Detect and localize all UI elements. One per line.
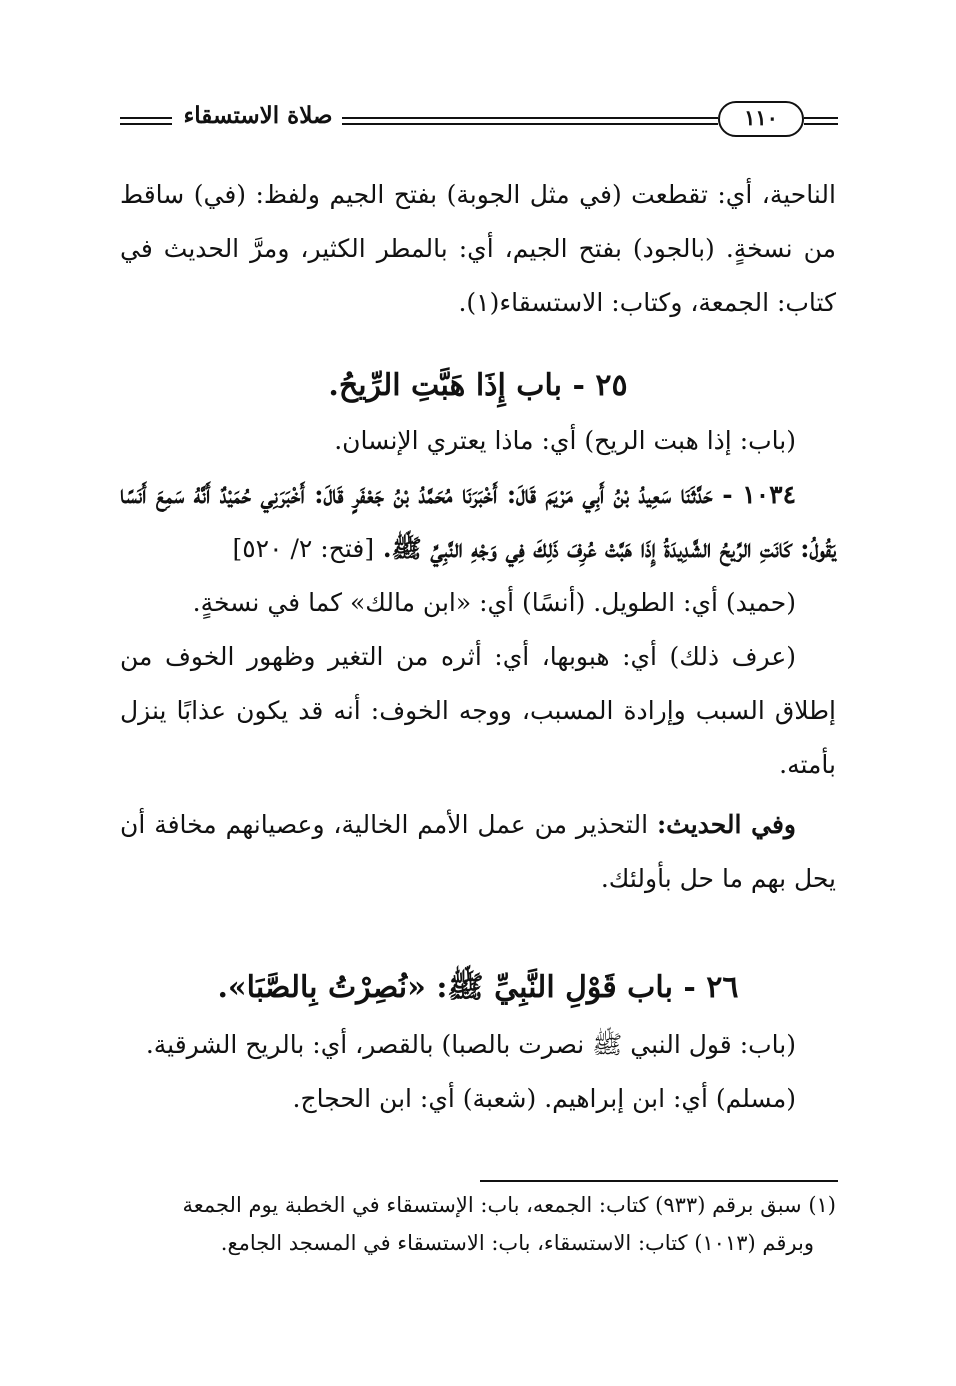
section-25-body <box>120 414 836 906</box>
footnote-rule <box>480 1180 838 1182</box>
chapter-heading-26: ٢٦ - باب قَوْلِ النَّبِيِّ ﷺ: «نُصِرْتُ بِالصَّبَا». <box>217 970 739 1005</box>
lesson-paragraph <box>120 798 836 906</box>
hadith-text <box>120 468 836 576</box>
header-rule <box>342 117 718 119</box>
commentary-paragraph: (عرف ذلك) أي: هبوبها، أي: أثره من التغير وظهور الخوف من إطلاق السبب وإرادة المسبب، ووجه الخوف: أنه قد يكون عذابًا ينزل بأمته. <box>120 642 836 779</box>
chapter-intro: (باب: إذا هبت الريح) أي: ماذا يعتري الإنسان. <box>334 426 796 455</box>
footnote-line: وبرقم (١٠١٣) كتاب: الاستسقاء، باب: الاستسقاء في المسجد الجامع. <box>220 1231 814 1255</box>
header-rule <box>804 117 838 119</box>
chapter-heading-25: ٢٥ - باب إِذَا هَبَّتِ الرِّيحُ. <box>328 368 628 403</box>
commentary-paragraph: (مسلم) أي: ابن إبراهيم. (شعبة) أي: ابن الحجاج. <box>292 1084 796 1113</box>
footnotes <box>116 1186 836 1262</box>
header-title: صلاة الاستسقاء <box>183 102 333 129</box>
hadith-body: ١٠٣٤ - حَدَّثَنَا سَعِيدُ بْنُ أَبِي مَرْيَمَ قَالَ: أَخْبَرَنَا مُحَمَّدُ بْنُ جَعْفَرٍ قَالَ: أَخْبَرَنِي حُمَيْدٌ أَنَّهُ سَمِعَ أَنَسًا يَقُولُ: كَانَتِ الرِّيحُ الشَّدِيدَةُ إِذَا هَبَّتْ عُرِفَ ذَلِكَ فِي وَجْهِ النَّبِيِّ ﷺ. <box>120 480 836 563</box>
section-26-body <box>120 1018 836 1126</box>
continuation-paragraph: الناحية، أي: تقطعت (في مثل الجوبة) بفتح الجيم ولفظ: (في) ساقط من نسخةٍ. (بالجود) بفتح الجيم، أي: بالمطر الكثير، ومرَّ الحديث في كتاب: الجمعة، وكتاب: الاستسقاء(١). <box>120 180 836 317</box>
lesson-label: وفي الحديث: <box>656 810 797 839</box>
lesson-text: التحذير من عمل الأمم الخالية، وعصيانهم مخافة أن يحل بهم ما حل بأولئك. <box>120 810 836 893</box>
commentary-paragraph: (حميد) أي: الطويل. (أنسًا) أي: «ابن مالك» كما في نسخةٍ. <box>192 588 796 617</box>
footnote-line: (١) سبق برقم (٩٣٣) كتاب: الجمعه، باب: الإستسقاء في الخطبة يوم الجمعة <box>182 1193 836 1217</box>
header-rule <box>804 123 838 125</box>
page-number: ١١٠ <box>718 101 804 137</box>
continuation-block <box>120 168 836 330</box>
hadith-reference: [فتح: ٢/ ٥٢٠] <box>232 534 375 563</box>
header-rule <box>120 117 172 119</box>
running-header <box>120 100 838 144</box>
header-rule <box>120 123 172 125</box>
header-rule <box>342 123 718 125</box>
chapter-intro: (باب: قول النبي ﷺ نصرت بالصبا) بالقصر، أي: بالريح الشرقية. <box>145 1030 796 1059</box>
